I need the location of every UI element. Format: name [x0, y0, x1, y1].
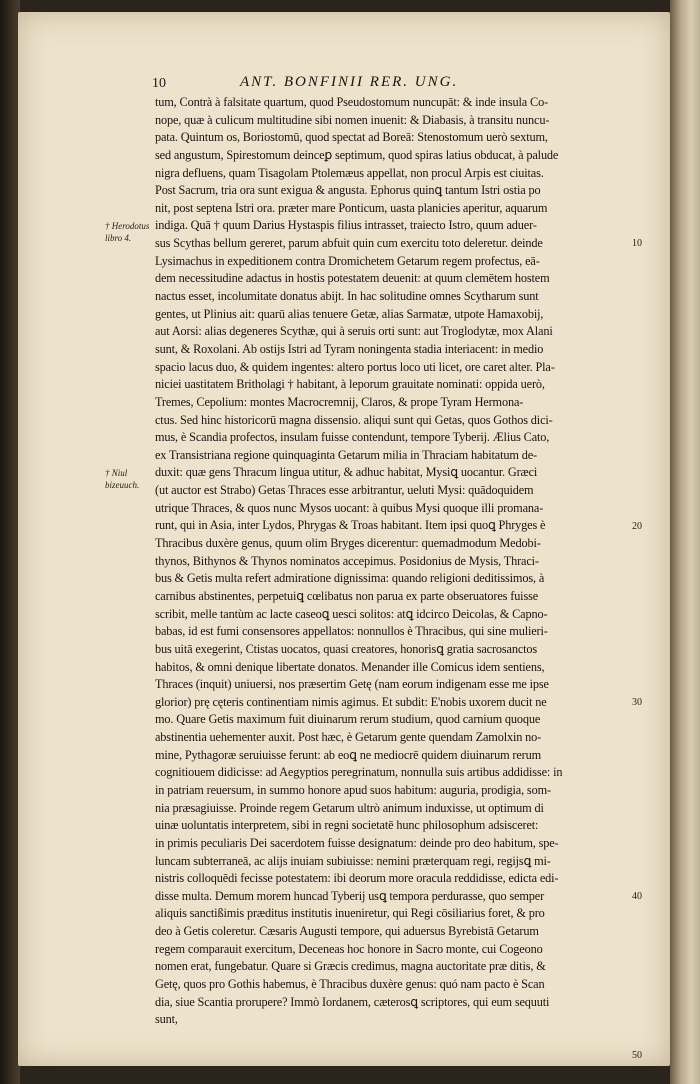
text-line: mine, Pythagoræ seruiuisse ferunt: ab eoꝗ ne mediocrē quidem diuinarum rerum	[155, 747, 542, 762]
line-number-marker: 10	[632, 238, 642, 250]
text-line: Lysimachus in expeditionem contra Dromichetem Getarum regem profectus, eā-	[155, 253, 540, 268]
text-line: habitos, & omni denique libertate donatos. Menander ille Comicus idem sentiens,	[155, 659, 545, 674]
text-line: nope, quæ à culicum multitudine sibi nomen inuenit: & Diabasis, à transitu nuncu-	[155, 112, 550, 127]
text-line: Tremes, Cepolium: montes Macrocremnij, Claros, & prope Tyram Hermona-	[155, 394, 524, 409]
text-line: sunt, & Roxolani. Ab ostijs Istri ad Tyram noningenta stadia interiacent: in medio	[155, 341, 544, 356]
line-number-marker: 50	[632, 1050, 642, 1062]
text-line: dia, siue Scantia prorupere? Immò Iordanem, cæterosꝗ scriptores, qui eum sequuti	[155, 994, 550, 1009]
text-line: luncam subterraneā, ac alijs inuiam subiuisse: nemini præterquam regi, regijsꝗ mi-	[155, 853, 551, 868]
text-line: glorior) prę cęteris continentiam nimis agimus. Et subdit: E'nobis uxorem ducit ne	[155, 694, 547, 709]
text-line: aut Aorsi: alias degeneres Scythæ, qui à seruis orti sunt: aut Troglodytæ, mox Alani	[155, 324, 553, 339]
text-line: regem comparauit exercitum, Deceneas hoc honore in Sacro monte, cui Cogeono	[155, 941, 543, 956]
text-line: abstinentia uehementer auxit. Post hæc, è Getarum gente quendam Zamolxin no-	[155, 730, 542, 745]
marginal-note: † Herodotus libro 4.	[105, 220, 150, 243]
text-line: tum, Contrà à falsitate quartum, quod Pseudostomum nuncupāt: & inde insula Co-	[155, 95, 549, 109]
text-line: nit, post septena Istri ora. præter mare Ponticum, uasta planicies aperitur, aquarum	[155, 200, 548, 215]
text-line: mus, è Scandia profectos, insulam fuisse contendunt, tempore Tyberij. Ælius Cato,	[155, 430, 550, 445]
text-line: ex Transistriana regione quinquaginta Getarum milia in Thraciam habitatum de-	[155, 447, 537, 462]
text-line: bus & Getis multa refert admiratione dignissima: quando religioni deditissimos, à	[155, 571, 545, 586]
text-line: nistris colloquēdi fecisse potestatem: ibi deorum more oracula reddidisse, edicta edi-	[155, 871, 559, 886]
text-line: bus uitā exegerint, Ctistas uocatos, quasi creatores, honorisꝗ gratia sacrosanctos	[155, 641, 538, 656]
text-line: duxit: quæ gens Thracum lingua utitur, & adhuc habitat, Mysiꝗ uocantur. Græci	[155, 465, 538, 480]
text-line: Thraces (inquit) uniuersi, nos præsertim Getę (nam eorum indigenam esse me ipse	[155, 677, 549, 692]
text-line: cognitiouem didicisse: ad Aegyptios peregrinatum, nonnulla suis artibus addidisse: in	[155, 765, 563, 780]
text-line: ctus. Sed hinc historicorū magna dissensio. aliqui sunt qui Getas, quos Gothos dici-	[155, 412, 553, 427]
text-line: carnibus abstinentes, perpetuiꝗ cœlibatus non parua ex parte obseruatores fuisse	[155, 588, 539, 603]
text-line: nactus esset, incolumitate donatus abijt. In hac solitudine omnes Scytharum sunt	[155, 289, 539, 304]
text-line: nia præsagiuisse. Proinde regem Getarum ultrò animum induxisse, ut optimum di	[155, 800, 544, 815]
book-spine	[0, 0, 20, 1084]
text-line: pata. Quintum os, Boriostomū, quod spectat ad Boreā: Stenostomum uerò sextum,	[155, 130, 548, 145]
text-line: niciei uastitatem Britholagi † habitant, à leporum grauitate nominati: oppida uerò,	[155, 377, 545, 392]
text-line: runt, qui in Asia, inter Lydos, Phrygas & Troas habitant. Item ipsi quoꝗ Phryges è	[155, 518, 546, 533]
text-line: in primis peculiaris Dei sacerdotem fuisse designatum: deinde pro deo habitum, spe-	[155, 835, 559, 850]
body-text	[155, 94, 630, 1029]
text-line: disse multa. Demum morem huncad Tyberij usꝗ tempora perdurasse, quo semper	[155, 888, 545, 903]
text-line: Thracibus duxère genus, quum olim Bryges dicerentur: quemadmodum Medobi-	[155, 536, 541, 551]
text-line: dem necessitudine adactus in hostis potestatem deuenit: at quum clemētem hostem	[155, 271, 550, 286]
marginal-note: † Niul bizeuuch.	[105, 467, 140, 490]
text-line: sed angustum, Spirestomum deinceꝑ septimum, quod spiras latius obducat, à palude	[155, 147, 559, 162]
text-line: deo à Getis coleretur. Cæsaris Augusti tempore, qui aduersus Byrebistā Getarum	[155, 924, 539, 939]
line-number-marker: 30	[632, 697, 642, 709]
facing-page-edge	[670, 0, 700, 1084]
text-line: utrique Thraces, & quos nunc Mysos uocant: à quibus Mysi quoque illi promana-	[155, 500, 544, 515]
text-line: uinæ uoluntatis interpretem, sibi in regni societatē hunc philosophum adsisceret:	[155, 818, 539, 833]
text-line: Post Sacrum, tria ora sunt exigua & angusta. Ephorus quinꝗ tantum Istri ostia po	[155, 183, 541, 198]
text-line: in patriam reuersum, in summo honore apud suos habitum: auguria, prodigia, som-	[155, 782, 551, 797]
text-line: spacio lacus duo, & quidem ingentes: altero portus loco uti licet, ore caret alter. Pla-	[155, 359, 555, 374]
text-line: thynos, Bithynos & Thynos nominatos accepimus. Posidonius de Mysis, Thraci-	[155, 553, 539, 568]
page-number: 10	[152, 76, 166, 91]
text-line: nomen erat, fungebatur. Quare si Græcis credimus, magna auctoritate præ ditis, &	[155, 959, 546, 974]
text-line: sus Scythas bellum gereret, parum abfuit quin cum exercitu toto deleretur. deinde	[155, 236, 543, 251]
running-head: ANT. BONFINII RER. UNG.	[240, 74, 459, 90]
text-line: aliquis sanctißimis præditus institutis inueniretur, qui Regi cōsiliarius foret, & pro	[155, 906, 545, 921]
text-line: nigra defluens, quam Tisagolam Ptolemæus appellat, non procul Arpis est ciuitas.	[155, 165, 544, 180]
text-line: babas, id est fumi consensores appellatos: nonnullos è Thracibus, qui sine mulieri-	[155, 624, 548, 639]
page-header	[152, 74, 572, 96]
text-line: gentes, ut Plinius ait: quarū alias tenuere Getæ, alias Sarmatæ, utpote Hamaxobij,	[155, 306, 544, 321]
text-line: Getę, quos pro Gothis habemus, è Thracibus duxère genus: quó nam pacto è Scan	[155, 977, 545, 992]
text-line: sunt,	[155, 1012, 178, 1027]
text-line: (ut auctor est Strabo) Getas Thraces esse arbitrantur, ueluti Mysi: quādoquidem	[155, 483, 534, 498]
text-line: mo. Quare Getis maximum fuit diuinarum rerum studium, quod carnium quoque	[155, 712, 541, 727]
line-number-marker: 20	[632, 520, 642, 532]
text-line: indiga. Quā † quum Darius Hystaspis filius intrasset, traiecto Istro, quum aduer-	[155, 218, 537, 233]
line-number-marker: 40	[632, 891, 642, 903]
text-line: scribit, melle tantùm ac lacte caseoꝗ uesci solitos: atꝗ idcirco Deicolas, & Capno-	[155, 606, 548, 621]
